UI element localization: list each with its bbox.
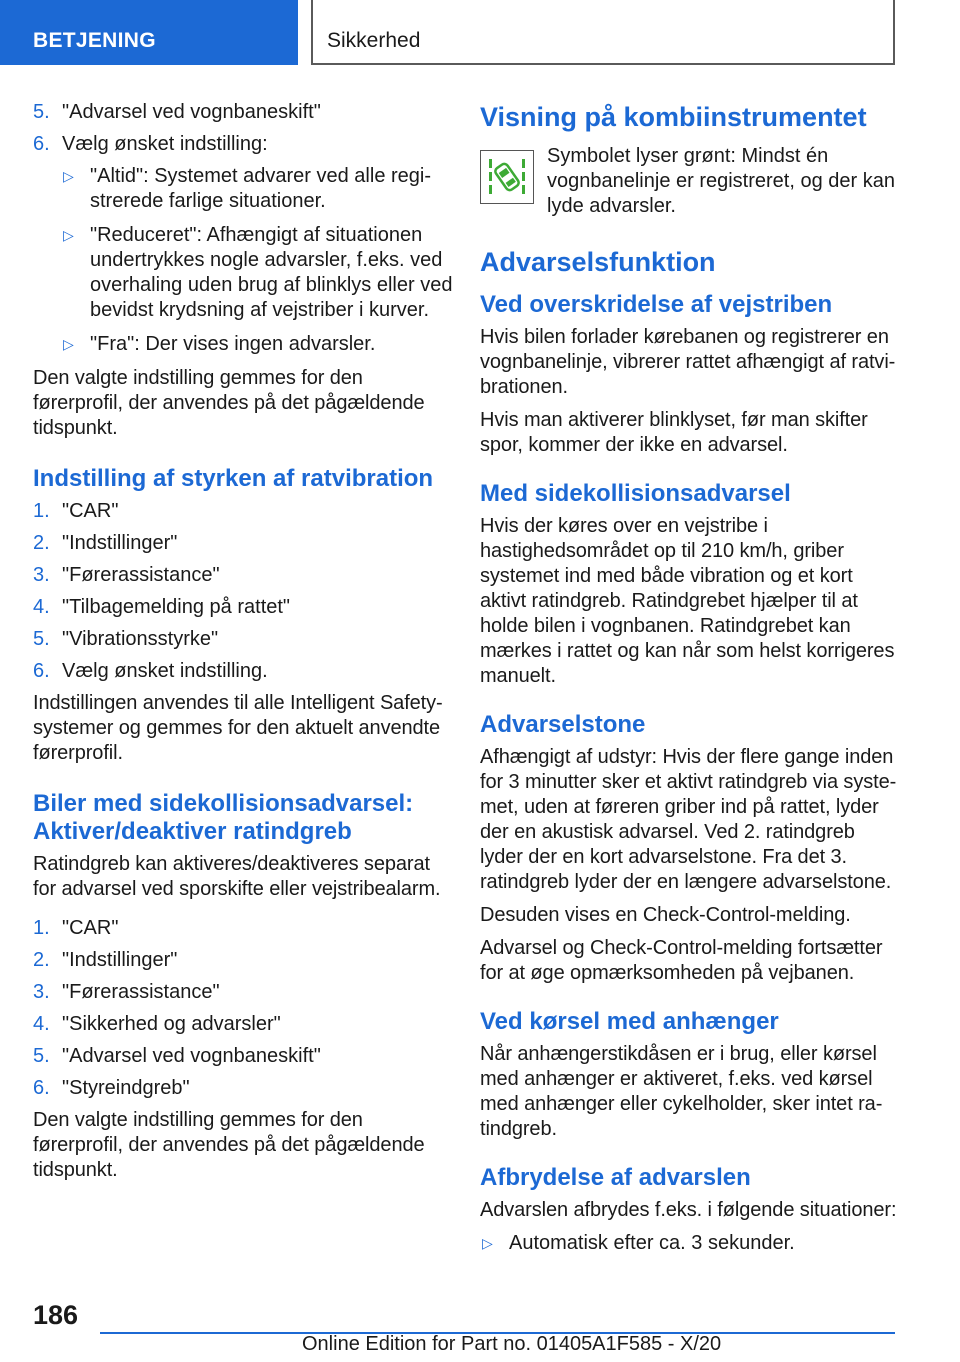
paragraph: Den valgte indstilling gemmes for den førerprofil, der anvendes på det pågældende tidspunkt. [33,367,425,439]
indicator-description: Symbolet lyser grønt: Mindst én vognbanelinje er registreret, og der kan lyde advarsler. [547,145,895,217]
edition-footer: Online Edition for Part no. 01405A1F585 - X/20 [302,1333,722,1355]
list-item: 4. "Tilbagemelding på rattet" [33,596,291,618]
list-item: 6. Vælg ønsket indstilling. [33,660,268,682]
sub-heading: Afbrydelse af advarslen [480,1164,751,1191]
paragraph: Hvis der køres over en vejstribe i hastighedsområdet op til 210 km/h, griber systemet ind med både vibration og et kort aktivt ratindgreb. Ratindgrebet hjælper til at holde bilen i vognbanen. Ratindgrebet kan mærkes i rattet og kan når som helst korrigeres manuelt. [480,515,895,687]
paragraph: Desuden vises en Check-Control-melding. [480,904,851,926]
main-heading: Visning på kombiinstrumentet [480,102,867,132]
paragraph: Afhængigt af udstyr: Hvis der flere gange inden for 3 minutter sker et aktivt ratindgreb via systemet, uden at føreren griber ind på rattet, lyder der en akustisk advarsel. Ved 2. ratindgreb lyder der en kort advarselstone. Fra det 3. ratindgreb lyder der en længere advarselstone. [480,746,897,893]
lane-departure-warning-icon [480,150,534,204]
list-item: 6. Vælg ønsket indstilling: [33,133,268,155]
list-item: 2. "Indstillinger" [33,532,178,554]
triangle-bullet-icon: ▷ [482,1235,493,1251]
list-item: 5. "Advarsel ved vognbaneskift" [33,1045,321,1067]
list-item: 3. "Førerassistance" [33,564,220,586]
paragraph: Advarslen afbrydes f.eks. i følgende situationer: [480,1199,897,1221]
sub-heading: Advarselstone [480,711,646,738]
section-tab: BETJENING [0,0,298,65]
steering-intervention-steps [33,916,453,1101]
settings-steps-list [33,100,453,157]
bullet-item: ▷ "Fra": Der vises ingen advarsler. [63,333,376,355]
sub-heading: Ved kørsel med anhænger [480,1008,779,1035]
list-item: 4. "Sikkerhed og advarsler" [33,1013,281,1035]
paragraph: Advarsel og Check-Control-melding fortsætter for at øge opmærksomheden på vejbanen. [480,937,883,984]
bullet-item: ▷ "Reduceret": Afhængigt af situationen undertrykkes nogle advarsler, f.eks. ved overhaling uden brug af blinklys eller ved bevidst krydsning af vejstriber i kurver. [63,224,453,321]
list-item: 2. "Indstillinger" [33,949,178,971]
left-column [33,100,453,1191]
right-column [480,100,900,1265]
paragraph: Indstillingen anvendes til alle Intelligent Safety-systemer og gemmes for den aktuelt anvendte førerprofil. [33,692,443,764]
list-item: 6. "Styreindgreb" [33,1077,190,1099]
triangle-bullet-icon: ▷ [63,227,74,243]
paragraph: Den valgte indstilling gemmes for den førerprofil, der anvendes på det pågældende tidspunkt. [33,1109,425,1181]
list-item: 1. "CAR" [33,500,119,522]
steering-vibration-steps [33,499,453,684]
list-item: 5. "Advarsel ved vognbaneskift" [33,101,321,123]
main-heading: Advarselsfunktion [480,247,716,277]
list-item: 3. "Førerassistance" [33,981,220,1003]
option-bullets [33,164,453,357]
indicator-row [480,144,900,219]
bullet-item: ▷ "Altid": Systemet advarer ved alle registrerede farlige situationer. [63,165,432,212]
situation-bullets [480,1231,900,1256]
triangle-bullet-icon: ▷ [63,168,74,184]
paragraph: Hvis man aktiverer blinklyset, før man skifter spor, kommer der ikke en advarsel. [480,409,868,456]
bullet-item: ▷ Automatisk efter ca. 3 sekunder. [482,1232,795,1254]
list-item: 1. "CAR" [33,917,119,939]
sub-heading: Ved overskridelse af vejstriben [480,291,833,318]
paragraph: Når anhængerstikdåsen er i brug, eller kørsel med anhænger er aktiveret, f.eks. ved kørsel med anhænger eller cykelholder, sker intet ratindgreb. [480,1043,883,1140]
list-item: 5. "Vibrationsstyrke" [33,628,219,650]
chapter-title: Sikkerhed [311,0,895,65]
section-heading: Biler med sidekollisionsadvarsel: Aktiver/deaktiver ratindgreb [33,790,414,845]
paragraph: Ratindgreb kan aktiveres/deaktiveres separat for advarsel ved sporskifte eller vejstribealarm. [33,853,441,900]
triangle-bullet-icon: ▷ [63,336,74,352]
page-number: 186 [33,1300,79,1330]
paragraph: Hvis bilen forlader kørebanen og registrerer en vognbanelinje, vibrerer rattet afhængigt af ratvibrationen. [480,326,896,398]
section-heading: Indstilling af styrken af ratvibration [33,465,434,492]
sub-heading: Med sidekollisionsadvarsel [480,480,791,507]
